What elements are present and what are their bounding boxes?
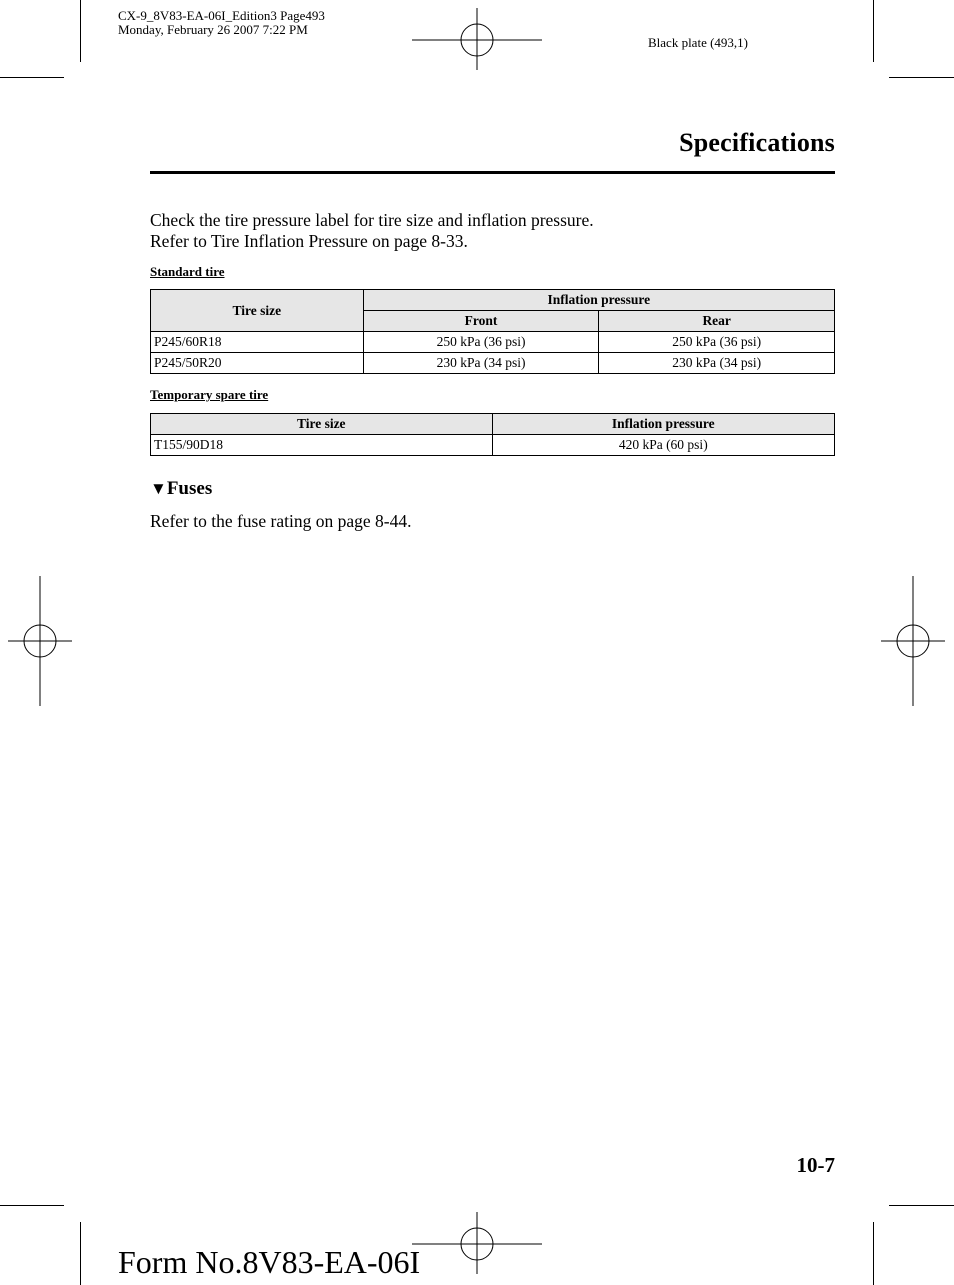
registration-mark-right (881, 576, 945, 706)
tire-size-cell: T155/90D18 (151, 435, 493, 456)
crop-mark (889, 1205, 954, 1206)
plate-label: Black plate (493,1) (648, 35, 748, 50)
standard-tire-heading: Standard tire (150, 264, 225, 279)
table-row (151, 332, 835, 353)
crop-mark (873, 1222, 874, 1285)
crop-mark (80, 1222, 81, 1285)
spare-tire-heading: Temporary spare tire (150, 387, 269, 402)
tire-size-cell: P245/50R20 (151, 353, 364, 374)
col-front: Front (363, 311, 599, 332)
rear-pressure-cell: 230 kPa (34 psi) (599, 353, 835, 374)
spare-tire-table (150, 413, 835, 456)
section-title: Specifications (679, 128, 835, 157)
form-number: Form No.8V83-EA-06I (118, 1244, 421, 1280)
front-pressure-cell: 230 kPa (34 psi) (363, 353, 599, 374)
col-inflation-pressure: Inflation pressure (492, 414, 834, 435)
crop-mark (0, 77, 64, 78)
intro-line-2: Refer to Tire Inflation Pressure on page 8-33. (150, 231, 468, 251)
doc-id: CX-9_8V83-EA-06I_Edition3 Page493 (118, 8, 325, 23)
col-tire-size: Tire size (151, 414, 493, 435)
fuses-text: Refer to the fuse rating on page 8-44. (150, 511, 412, 531)
triangle-down-icon: ▼ (150, 479, 167, 498)
fuses-heading-label: Fuses (166, 478, 213, 499)
pressure-cell: 420 kPa (60 psi) (492, 435, 834, 456)
registration-mark-left (8, 576, 72, 706)
col-inflation-pressure: Inflation pressure (363, 290, 834, 311)
front-pressure-cell: 250 kPa (36 psi) (363, 332, 599, 353)
tire-size-cell: P245/60R18 (151, 332, 364, 353)
crop-mark (80, 0, 81, 62)
table-row (151, 353, 835, 374)
crop-mark (0, 1205, 64, 1206)
page-number: 10-7 (796, 1153, 835, 1177)
registration-mark-top (412, 8, 542, 70)
intro-line-1: Check the tire pressure label for tire size and inflation pressure. (150, 210, 594, 230)
rear-pressure-cell: 250 kPa (36 psi) (599, 332, 835, 353)
table-row (151, 435, 835, 456)
crop-mark (889, 77, 954, 78)
crop-mark (873, 0, 874, 62)
col-tire-size: Tire size (151, 290, 364, 332)
print-date: Monday, February 26 2007 7:22 PM (118, 22, 308, 37)
registration-mark-bottom (412, 1212, 542, 1274)
fuses-heading (150, 478, 212, 500)
title-rule (150, 171, 835, 174)
standard-tire-table (150, 289, 835, 374)
col-rear: Rear (599, 311, 835, 332)
